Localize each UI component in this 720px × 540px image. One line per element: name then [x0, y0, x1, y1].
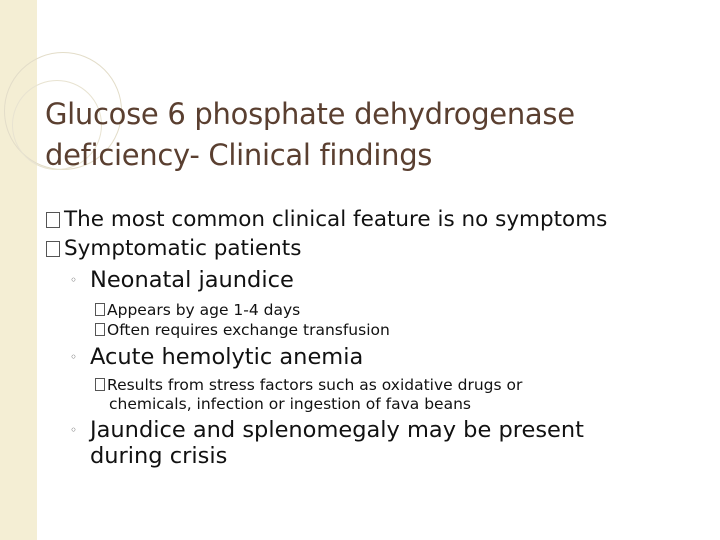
sub-sub-bullet-text: Appears by age 1-4 days — [107, 301, 301, 319]
box-bullet-icon — [46, 241, 60, 257]
sub-bullet-text: Acute hemolytic anemia — [90, 344, 364, 370]
sub-sub-bullet-text: Results from stress factors such as oxidative drugs or — [107, 376, 523, 394]
ring-bullet-icon: ◦ — [70, 273, 78, 287]
slide-title — [45, 94, 685, 176]
box-bullet-icon — [95, 323, 105, 336]
box-bullet-icon — [95, 378, 105, 391]
slide-title-line: Glucose 6 phosphate dehydrogenase — [45, 97, 575, 131]
ring-bullet-icon: ◦ — [70, 423, 78, 437]
sub-bullet-item — [70, 417, 584, 443]
sub-bullet-continuation — [90, 443, 227, 469]
sub-sub-bullet-item — [95, 376, 522, 394]
sub-sub-bullet-text: chemicals, infection or ingestion of fava beans — [109, 395, 471, 413]
bullet-item — [46, 207, 607, 232]
sub-sub-bullet-item — [95, 301, 300, 319]
slide-title-line: deficiency- Clinical findings — [45, 138, 433, 172]
sub-sub-bullet-text: Often requires exchange transfusion — [107, 321, 390, 339]
sub-bullet-text: Jaundice and splenomegaly may be present — [90, 417, 584, 443]
sub-bullet-item — [70, 344, 363, 370]
bullet-text: The most common clinical feature is no symptoms — [64, 207, 608, 232]
bullet-text: Symptomatic patients — [64, 236, 302, 261]
ring-bullet-icon: ◦ — [70, 350, 78, 364]
bullet-item — [46, 236, 301, 261]
sub-sub-bullet-item — [95, 321, 390, 339]
sub-bullet-text: during crisis — [90, 443, 228, 469]
box-bullet-icon — [95, 303, 105, 316]
box-bullet-icon — [46, 212, 60, 228]
sub-bullet-item — [70, 267, 294, 293]
sub-sub-bullet-continuation — [109, 395, 471, 413]
sub-bullet-text: Neonatal jaundice — [90, 267, 294, 293]
